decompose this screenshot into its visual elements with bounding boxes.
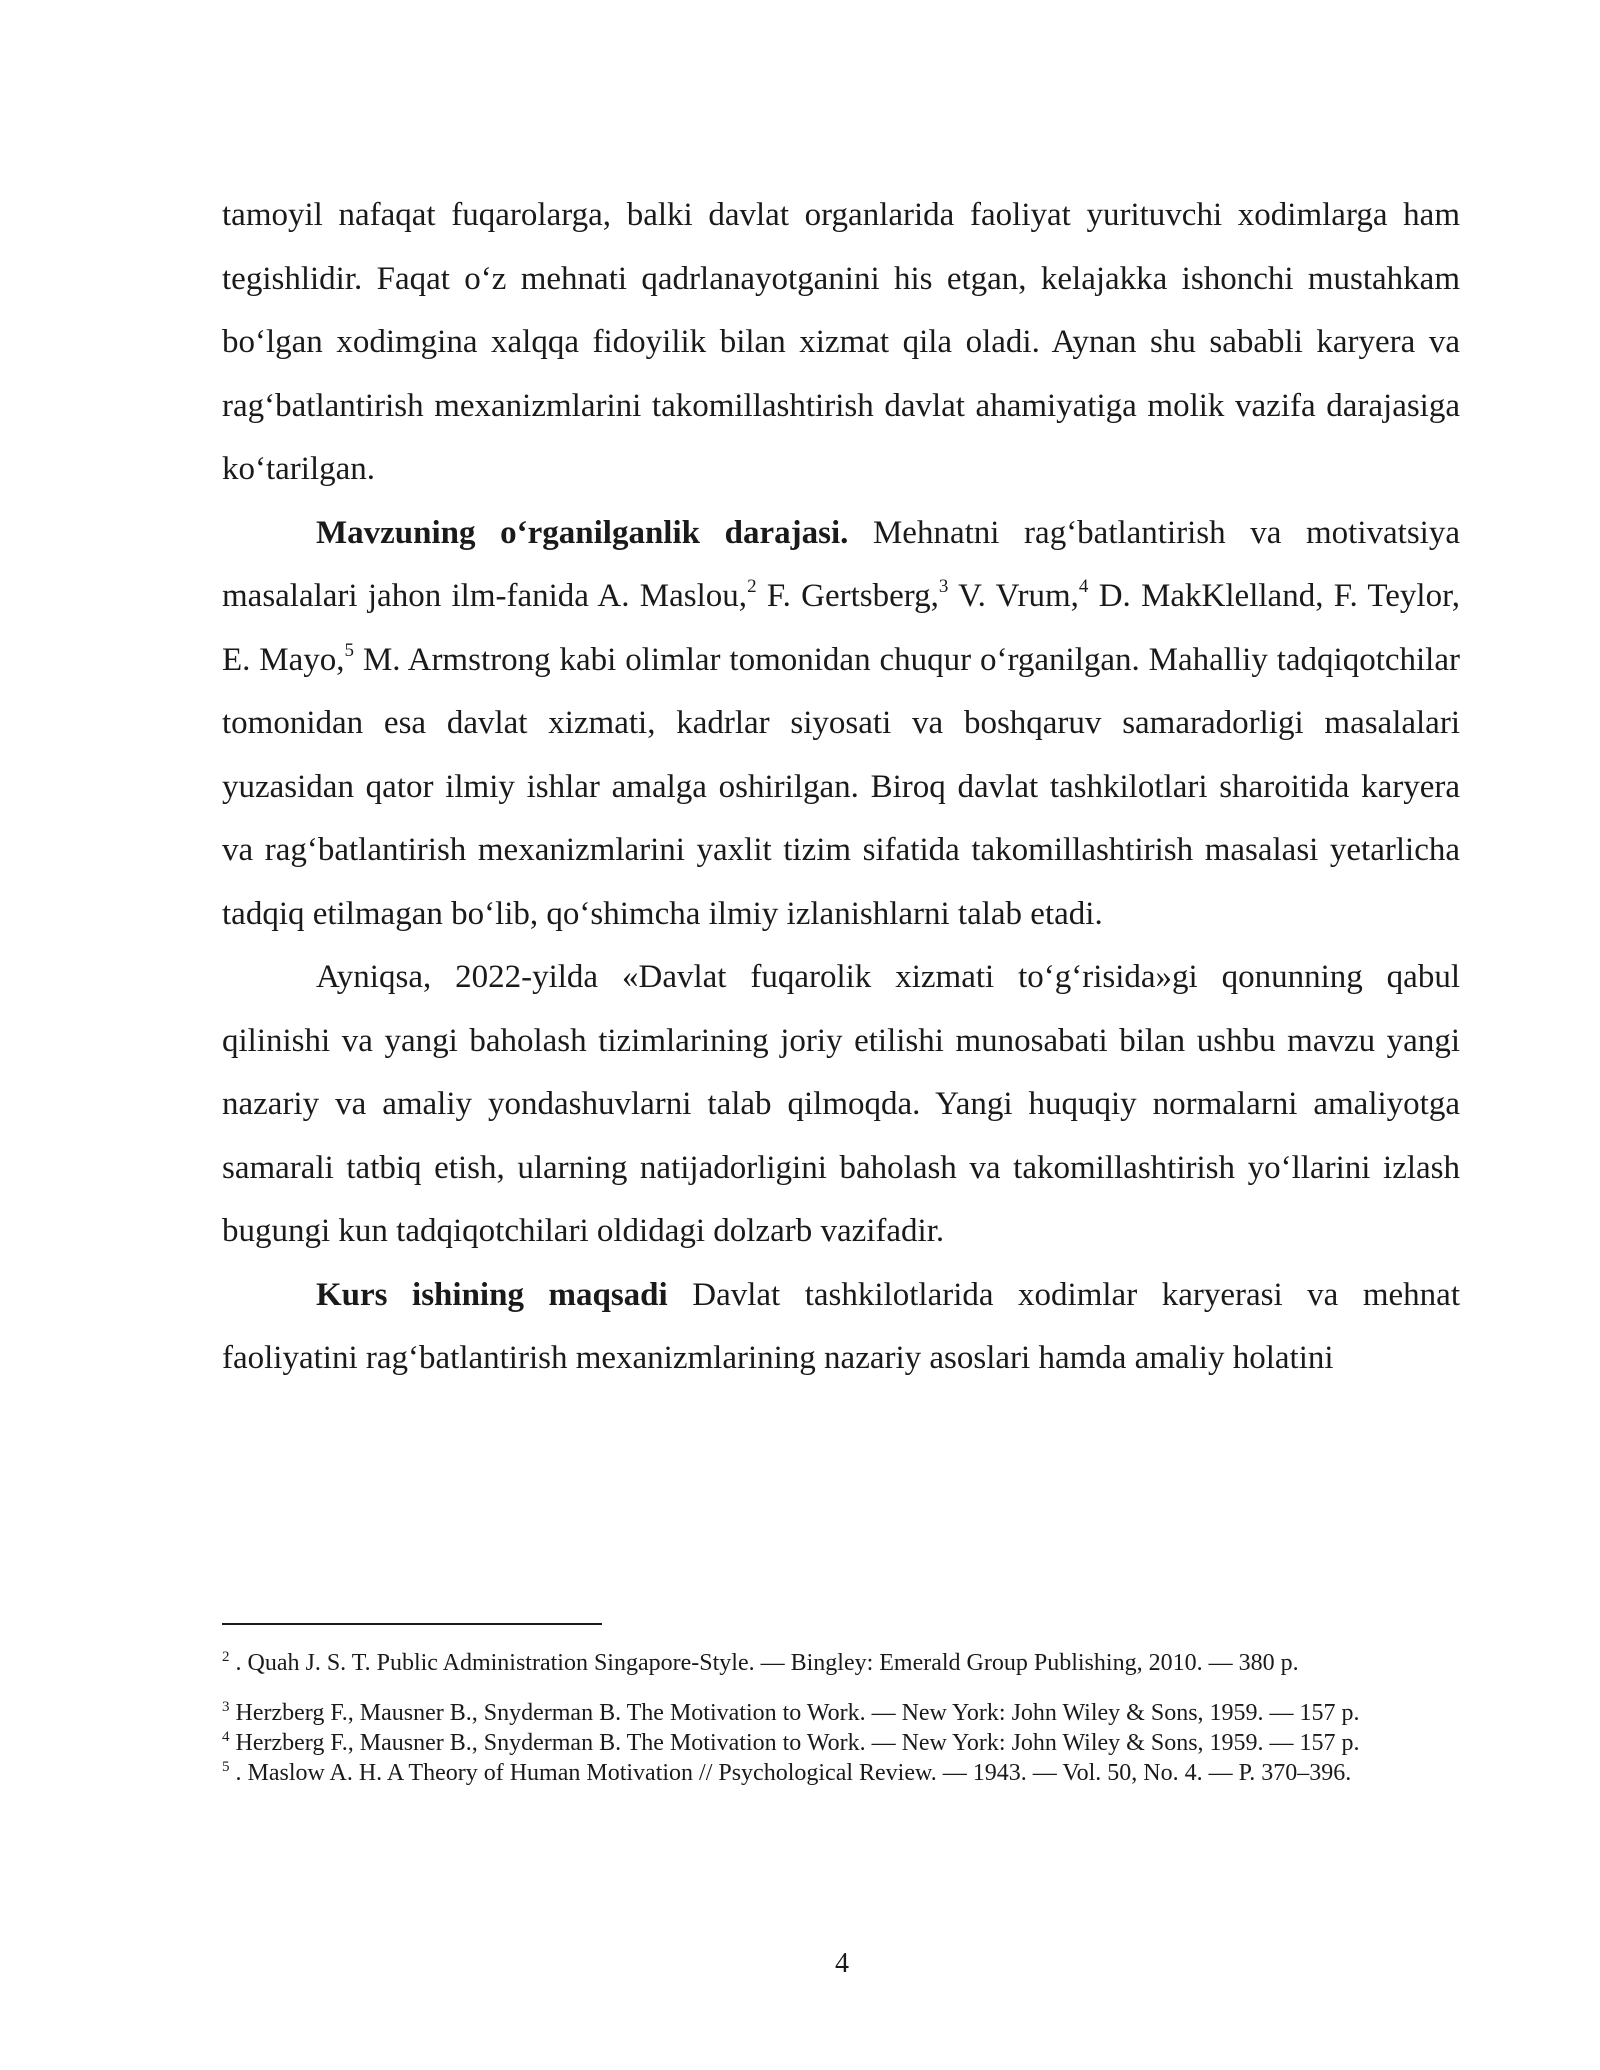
footnotes <box>222 1640 1460 1788</box>
footnote-text: Herzberg F., Mausner B., Snyderman B. The Motivation to Work. — New York: John Wiley & Sons, 1959. — 157 p. <box>229 1700 1360 1726</box>
paragraph-study-level <box>222 502 1460 947</box>
footnote-ref[interactable]: 5 <box>344 639 355 661</box>
page-number: 4 <box>835 1948 849 1979</box>
footnote-ref[interactable]: 2 <box>747 576 757 597</box>
paragraph-intro-continuation: tamoyil nafaqat fuqarolarga, balki davlat organlarida faoliyat yurituvchi xodimlarga ham tegishlidir. Faqat o‘z mehnati qadrlanayotganini his etgan, kelajakka ishonchi mustahkam bo‘lgan xodimgina xalqqa fidoyilik bilan xizmat qila oladi. Aynan shu sababli karyera va rag‘batlantirish mexanizmlarini takomillashtirish davlat ahamiyatiga molik vazifa darajasiga ko‘tarilgan. <box>222 197 1460 487</box>
paragraph-law-2022: Ayniqsa, 2022-yilda «Davlat fuqarolik xizmati to‘g‘risida»gi qonunning qabul qilinishi va yangi baholash tizimlarining joriy etilishi munosabati bilan ushbu mavzu yangi nazariy va amaliy yondashuvlarni talab qilmoqda. Yangi huquqiy normalarni amaliyotga samarali tatbiq etish, ularning natijadorligini baholash va takomillashtirish yo‘llarini izlash bugungi kun tadqiqotchilari oldidagi dolzarb vazifadir. <box>222 959 1460 1249</box>
footnote-number: 5 <box>222 1759 230 1775</box>
paragraph-text: Davlat tashkilotlarida xodimlar karyerasi va mehnat faoliyatini rag‘batlantirish mexanizmlarining nazariy asoslari hamda amaliy holatini <box>222 1276 1460 1376</box>
paragraph-text: Mehnatni rag‘batlantirish va motivatsiya masalalari jahon ilm-fanida A. Maslou, <box>222 514 1460 614</box>
section-heading-course-goal: Kurs ishining maqsadi <box>316 1276 668 1313</box>
paragraph-course-goal <box>222 1264 1460 1391</box>
footnote-number: 2 <box>222 1649 230 1665</box>
footnote-text: . Quah J. S. T. Public Administration Singapore-Style. — Bingley: Emerald Group Publishing, 2010. — 380 p. <box>229 1650 1299 1676</box>
footnote-item <box>222 1648 1460 1678</box>
footnote-item <box>222 1698 1460 1728</box>
footnote-ref[interactable]: 3 <box>938 576 949 597</box>
footnote-item <box>222 1728 1460 1758</box>
footnote-text: . Maslow A. H. A Theory of Human Motivation // Psychological Review. — 1943. — Vol. 50, No. 4. — P. 370–396. <box>229 1760 1352 1786</box>
paragraph-text: F. Gertsberg, <box>756 578 939 614</box>
footnote-ref[interactable]: 4 <box>1078 576 1089 597</box>
paragraph-text: V. Vrum, <box>948 578 1079 614</box>
main-text <box>222 184 1460 1391</box>
footnote-number: 4 <box>222 1729 230 1745</box>
footnote-item <box>222 1758 1460 1788</box>
footnote-separator <box>222 1623 602 1625</box>
paragraph-text: M. Armstrong kabi olimlar tomonidan chuqur o‘rganilgan. Mahalliy tadqiqotchilar tomonidan esa davlat xizmati, kadrlar siyosati va boshqaruv samaradorligi masalalari yuzasidan qator ilmiy ishlar amalga oshirilgan. Biroq davlat tashkilotlari sharoitida karyera va rag‘batlantirish mexanizmlarini yaxlit tizim sifatida takomillashtirish masalasi yetarlicha tadqiq etilmagan bo‘lib, qo‘shimcha ilmiy izlanishlarni talab etadi. <box>222 641 1460 932</box>
footnote-text: Herzberg F., Mausner B., Snyderman B. The Motivation to Work. — New York: John Wiley & Sons, 1959. — 157 p. <box>229 1730 1360 1756</box>
section-heading-study-level: Mavzuning o‘rganilganlik darajasi. <box>316 514 849 551</box>
footnote-number: 3 <box>222 1699 230 1715</box>
paragraph-text: D. MakKlelland, F. Teylor, E. Mayo, <box>222 578 1460 678</box>
